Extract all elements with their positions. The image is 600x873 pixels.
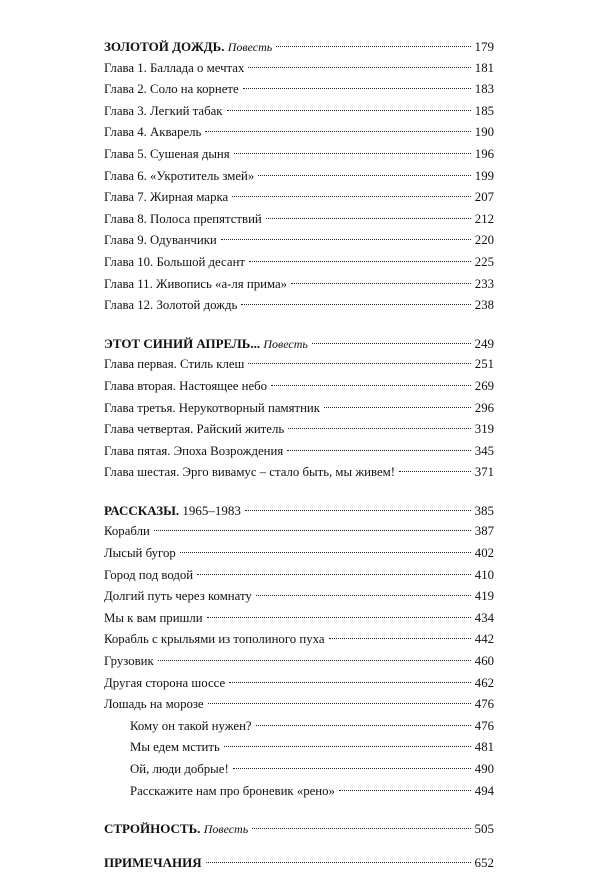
page-number: 462 <box>474 675 494 690</box>
page-number: 481 <box>474 740 494 755</box>
page-number: 476 <box>474 697 494 712</box>
dot-leader <box>197 574 471 575</box>
page-number: 225 <box>474 254 494 269</box>
page-number: 269 <box>474 378 494 393</box>
entry-label: Грузовик <box>104 654 154 669</box>
toc-entry <box>104 565 494 587</box>
entry-label: Другая сторона шоссе <box>104 675 226 690</box>
entry-label: Глава 12. Золотой дождь <box>104 298 238 313</box>
entry-label: Глава 3. Легкий табак <box>104 103 223 118</box>
toc-entry <box>104 376 494 398</box>
toc-subentry <box>104 737 494 759</box>
toc-subentry <box>104 716 494 738</box>
page-number: 476 <box>474 718 494 733</box>
section-heading-stroynost <box>104 818 494 840</box>
entry-label: Лошадь на морозе <box>104 697 204 712</box>
dot-leader <box>224 746 471 747</box>
entry-label: Глава 5. Сушеная дыня <box>104 146 230 161</box>
dot-leader <box>233 768 471 769</box>
page-number: 460 <box>474 654 494 669</box>
dot-leader <box>288 428 471 429</box>
toc-entry <box>104 252 494 274</box>
page-number: 179 <box>474 39 494 54</box>
page-number: 249 <box>474 335 494 351</box>
section-heading-primechaniya <box>104 852 494 873</box>
entry-label: Глава шестая. Эрго вивамус – стало быть, мы живем! <box>104 465 396 480</box>
page-number: 185 <box>474 103 494 118</box>
page-number: 251 <box>474 357 494 372</box>
dot-leader <box>241 304 470 305</box>
page-number: 220 <box>474 233 494 248</box>
page-number: 490 <box>474 762 494 776</box>
page-number: 296 <box>474 400 494 415</box>
entry-label: Кому он такой нужен? <box>130 718 252 733</box>
entry-label: Корабль с крыльями из тополиного пуха <box>104 632 325 647</box>
entry-label: Глава первая. Стиль клеш <box>104 357 245 372</box>
toc-entry <box>104 673 494 695</box>
entry-label: Глава 1. Баллада о мечтах <box>104 60 245 75</box>
entry-label: Глава 6. «Укротитель змей» <box>104 168 255 183</box>
section-heading-zolotoy-dozhd <box>104 36 494 58</box>
toc-entry <box>104 187 494 209</box>
toc-entry <box>104 230 494 252</box>
dot-leader <box>256 725 471 726</box>
toc-entry <box>104 586 494 608</box>
page-number: 419 <box>474 589 494 604</box>
dot-leader <box>221 239 471 240</box>
dot-leader <box>324 407 471 408</box>
page-number: 345 <box>474 443 494 458</box>
entry-label: Глава 4. Акварель <box>104 125 202 140</box>
toc-entry <box>104 419 494 441</box>
page-number: 212 <box>474 211 494 226</box>
dot-leader <box>252 828 470 829</box>
dot-leader <box>276 46 470 47</box>
dot-leader <box>232 196 471 197</box>
dot-leader <box>249 261 471 262</box>
dot-leader <box>287 450 471 451</box>
entry-label: Мы к вам пришли <box>104 610 203 625</box>
page-number: 238 <box>474 298 494 313</box>
section-title: СТРОЙНОСТЬ. <box>104 821 201 837</box>
entry-label: Глава 8. Полоса препятствий <box>104 211 262 226</box>
toc-subentry <box>104 781 494 803</box>
section-title: РАССКАЗЫ. <box>104 502 180 518</box>
toc-entry <box>104 521 494 543</box>
page-number: 207 <box>474 190 494 205</box>
dot-leader <box>180 552 471 553</box>
entry-label: Расскажите нам про броневик «рено» <box>130 783 335 798</box>
entry-label: Глава 9. Одуванчики <box>104 233 217 248</box>
section-spacer <box>104 802 494 818</box>
table-of-contents <box>104 36 494 873</box>
dot-leader <box>234 153 471 154</box>
entry-label: Глава четвертая. Райский житель <box>104 422 285 437</box>
dot-leader <box>291 283 471 284</box>
dot-leader <box>208 703 471 704</box>
page-number: 402 <box>474 546 494 561</box>
toc-entry <box>104 295 494 317</box>
dot-leader <box>312 343 471 344</box>
toc-subentry <box>104 759 494 781</box>
dot-leader <box>245 510 471 511</box>
toc-entry <box>104 58 494 80</box>
dot-leader <box>158 660 471 661</box>
entry-label: Глава 7. Жирная марка <box>104 190 229 205</box>
entry-label: Долгий путь через комнату <box>104 589 252 604</box>
entry-label: Глава третья. Нерукотворный памятник <box>104 400 320 415</box>
dot-leader <box>266 218 471 219</box>
toc-entry <box>104 209 494 231</box>
page-number: 494 <box>474 783 494 798</box>
section-title: ПРИМЕЧАНИЯ <box>104 854 202 870</box>
page-number: 196 <box>474 146 494 161</box>
dot-leader <box>227 110 471 111</box>
dot-leader <box>271 385 471 386</box>
page-number: 190 <box>474 125 494 140</box>
toc-entry <box>104 694 494 716</box>
section-title: ЗОЛОТОЙ ДОЖДЬ. <box>104 39 225 54</box>
section-heading-rasskazy <box>104 500 494 522</box>
page-number: 181 <box>474 60 494 75</box>
section-spacer <box>104 317 494 333</box>
toc-entry <box>104 122 494 144</box>
page-number: 434 <box>474 610 494 625</box>
entry-label: Глава 2. Соло на корнете <box>104 82 239 97</box>
toc-entry <box>104 462 494 484</box>
toc-entry <box>104 608 494 630</box>
page-number: 387 <box>474 524 494 539</box>
page-number: 199 <box>474 168 494 183</box>
entry-label: Ой, люди добрые! <box>130 762 229 776</box>
dot-leader <box>329 638 471 639</box>
dot-leader <box>207 617 471 618</box>
section-genre: Повесть <box>227 40 273 54</box>
dot-leader <box>258 175 471 176</box>
section-heading-etot-siniy-aprel <box>104 333 494 355</box>
dot-leader <box>339 790 471 791</box>
page-number: 233 <box>474 276 494 291</box>
toc-entry <box>104 398 494 420</box>
dot-leader <box>248 363 470 364</box>
page-number: 505 <box>474 821 494 837</box>
dot-leader <box>248 67 470 68</box>
entry-label: Мы едем мстить <box>130 740 220 755</box>
section-spacer <box>104 484 494 500</box>
entry-label: Корабли <box>104 524 150 539</box>
dot-leader <box>206 862 471 863</box>
toc-entry <box>104 166 494 188</box>
entry-label: Лысый бугор <box>104 546 176 561</box>
page-number: 183 <box>474 82 494 97</box>
page-number: 371 <box>474 465 494 480</box>
toc-entry <box>104 441 494 463</box>
toc-entry <box>104 101 494 123</box>
entry-label: Глава 10. Большой десант <box>104 254 246 269</box>
section-genre: Повесть <box>203 822 249 837</box>
section-spacer <box>104 840 494 852</box>
dot-leader <box>229 682 471 683</box>
dot-leader <box>256 595 471 596</box>
entry-label: Город под водой <box>104 567 194 582</box>
section-genre: Повесть <box>263 336 308 351</box>
dot-leader <box>399 471 471 472</box>
section-years: 1965–1983 <box>182 502 241 518</box>
toc-entry <box>104 354 494 376</box>
entry-label: Глава вторая. Настоящее небо <box>104 378 268 393</box>
toc-entry <box>104 651 494 673</box>
dot-leader <box>154 530 471 531</box>
dot-leader <box>205 131 470 132</box>
entry-label: Глава пятая. Эпоха Возрождения <box>104 443 284 458</box>
toc-entry <box>104 274 494 296</box>
page-number: 319 <box>474 422 494 437</box>
section-title: ЭТОТ СИНИЙ АПРЕЛЬ... <box>104 335 261 351</box>
toc-entry <box>104 629 494 651</box>
page-number: 410 <box>474 567 494 582</box>
page-number: 442 <box>474 632 494 647</box>
toc-entry <box>104 79 494 101</box>
toc-entry <box>104 144 494 166</box>
toc-entry <box>104 543 494 565</box>
dot-leader <box>243 88 471 89</box>
page-number: 652 <box>474 854 494 870</box>
entry-label: Глава 11. Живопись «а-ля прима» <box>104 276 288 291</box>
page-number: 385 <box>474 502 494 518</box>
